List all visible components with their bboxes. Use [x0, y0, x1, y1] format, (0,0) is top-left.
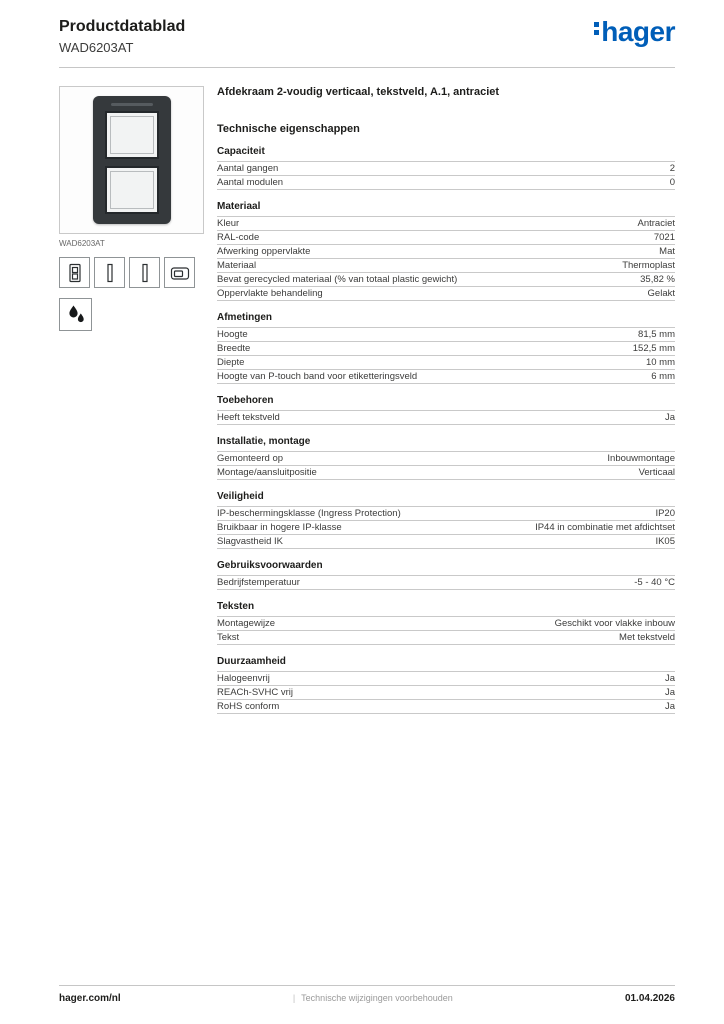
- spec-section: [217, 201, 675, 301]
- logo-colon-mark: [594, 22, 599, 35]
- spec-row: [217, 521, 675, 535]
- spec-row: [217, 576, 675, 590]
- spec-label: Materiaal: [217, 260, 257, 271]
- spec-label: Aantal gangen: [217, 163, 279, 174]
- spec-row: [217, 162, 675, 176]
- mounting-box-icon: [164, 257, 195, 288]
- spec-value: Mat: [659, 246, 675, 257]
- spec-section: [217, 491, 675, 549]
- spec-row: [217, 342, 675, 356]
- spec-row: [217, 535, 675, 549]
- spec-value: 2: [669, 163, 675, 174]
- spec-section: [217, 601, 675, 645]
- spec-row: [217, 452, 675, 466]
- footer-separator: |: [292, 993, 296, 1003]
- product-image-caption: WAD6203AT: [59, 239, 105, 248]
- spec-row: [217, 176, 675, 190]
- spec-section-title: Installatie, montage: [217, 436, 675, 452]
- spec-row: [217, 245, 675, 259]
- spec-section: [217, 395, 675, 425]
- spec-section-title: Duurzaamheid: [217, 656, 675, 672]
- spec-row: [217, 700, 675, 714]
- spec-value: 81,5 mm: [638, 329, 675, 340]
- spec-label: Montagewijze: [217, 618, 276, 629]
- spec-section-title: Veiligheid: [217, 491, 675, 507]
- spec-label: Afwerking oppervlakte: [217, 246, 311, 257]
- feature-icon-row: [59, 298, 205, 331]
- spec-row: [217, 617, 675, 631]
- main-content: [0, 68, 724, 714]
- spec-value: 152,5 mm: [632, 343, 675, 354]
- product-description: Afdekraam 2-voudig verticaal, tekstveld, A.1, antraciet: [217, 86, 500, 98]
- spec-row: [217, 259, 675, 273]
- spec-sections: [217, 146, 675, 714]
- two-module-device-icon: [59, 257, 90, 288]
- spec-value: -5 - 40 °C: [634, 577, 675, 588]
- spec-label: Diepte: [217, 357, 245, 368]
- spec-row: [217, 672, 675, 686]
- spec-value: Ja: [664, 701, 675, 712]
- spec-section: [217, 146, 675, 190]
- spec-row: [217, 356, 675, 370]
- spec-value: Thermoplast: [622, 260, 675, 271]
- footer-site-link[interactable]: hager.com/nl: [59, 993, 121, 1004]
- spec-value: 7021: [653, 232, 675, 243]
- spec-label: Halogeenvrij: [217, 673, 270, 684]
- spec-label: Hoogte van P-touch band voor etiketteringsveld: [217, 371, 418, 382]
- spec-label: IP-beschermingsklasse (Ingress Protection): [217, 508, 401, 519]
- spec-value: Ja: [664, 687, 675, 698]
- spec-value: IP44 in combinatie met afdichtset: [535, 522, 675, 533]
- spec-section-title: Toebehoren: [217, 395, 675, 411]
- spec-label: Aantal modulen: [217, 177, 284, 188]
- hager-logo: [594, 18, 675, 46]
- product-image-box: [59, 86, 204, 234]
- tech-specs-title: Technische eigenschappen: [217, 123, 360, 135]
- spec-section-title: Capaciteit: [217, 146, 675, 162]
- logo-wordmark: hager: [601, 16, 675, 47]
- spec-section-title: Gebruiksvoorwaarden: [217, 560, 675, 576]
- variant-icon-row: [59, 257, 205, 288]
- spec-value: Met tekstveld: [619, 632, 675, 643]
- spec-label: REACh-SVHC vrij: [217, 687, 294, 698]
- page-title: Productdatablad: [59, 18, 186, 35]
- spec-label: Bruikbaar in hogere IP-klasse: [217, 522, 342, 533]
- spec-label: Hoogte: [217, 329, 248, 340]
- header-titles: [59, 18, 185, 55]
- footer-note-wrap: [121, 993, 625, 1003]
- header: [0, 0, 724, 55]
- spec-label: Gemonteerd op: [217, 453, 284, 464]
- spec-row: [217, 686, 675, 700]
- spec-value: Ja: [664, 412, 675, 423]
- spec-row: [217, 466, 675, 480]
- spec-label: Bevat gerecycled materiaal (% van totaal plastic gewicht): [217, 274, 458, 285]
- spec-value: Antraciet: [637, 218, 675, 229]
- spec-label: Montage/aansluitpositie: [217, 467, 317, 478]
- spec-label: RAL-code: [217, 232, 260, 243]
- spec-row: [217, 217, 675, 231]
- footer-date: 01.04.2026: [624, 993, 675, 1004]
- footer: [59, 985, 675, 1004]
- spec-label: Breedte: [217, 343, 251, 354]
- spec-row: [217, 370, 675, 384]
- spec-label: Kleur: [217, 218, 240, 229]
- spec-row: [217, 273, 675, 287]
- spec-section: [217, 436, 675, 480]
- spec-row: [217, 328, 675, 342]
- spec-value: 35,82 %: [640, 274, 675, 285]
- spec-section-title: Teksten: [217, 601, 675, 617]
- footer-note: Technische wijzigingen voorbehouden: [301, 993, 453, 1003]
- frame-1gang-vertical-icon: [94, 257, 125, 288]
- textfield-slot: [111, 103, 153, 106]
- spec-label: Tekst: [217, 632, 240, 643]
- spec-row: [217, 631, 675, 645]
- product-photo: [93, 96, 171, 224]
- spec-value: Verticaal: [638, 467, 675, 478]
- right-column: [217, 86, 675, 714]
- water-drops-icon: [59, 298, 92, 331]
- frame-1gang-vertical-icon: [129, 257, 160, 288]
- spec-value: 10 mm: [645, 357, 675, 368]
- spec-label: Heeft tekstveld: [217, 412, 280, 423]
- spec-value: Inbouwmontage: [607, 453, 675, 464]
- spec-row: [217, 411, 675, 425]
- spec-value: 0: [669, 177, 675, 188]
- product-code: WAD6203AT: [59, 40, 134, 55]
- spec-value: IP20: [655, 508, 675, 519]
- spec-label: Slagvastheid IK: [217, 536, 284, 547]
- spec-section-title: Afmetingen: [217, 312, 675, 328]
- spec-section: [217, 656, 675, 714]
- spec-section-title: Materiaal: [217, 201, 675, 217]
- spec-value: IK05: [655, 536, 675, 547]
- frame-opening-bottom: [105, 166, 159, 214]
- spec-label: Bedrijfstemperatuur: [217, 577, 300, 588]
- spec-label: Oppervlakte behandeling: [217, 288, 323, 299]
- frame-opening-top: [105, 111, 159, 159]
- spec-value: 6 mm: [651, 371, 675, 382]
- spec-row: [217, 287, 675, 301]
- spec-label: RoHS conform: [217, 701, 280, 712]
- left-column: [59, 86, 205, 714]
- spec-section: [217, 312, 675, 384]
- spec-value: Geschikt voor vlakke inbouw: [554, 618, 675, 629]
- spec-row: [217, 507, 675, 521]
- spec-section: [217, 560, 675, 590]
- spec-value: Gelakt: [647, 288, 675, 299]
- spec-value: Ja: [664, 673, 675, 684]
- spec-row: [217, 231, 675, 245]
